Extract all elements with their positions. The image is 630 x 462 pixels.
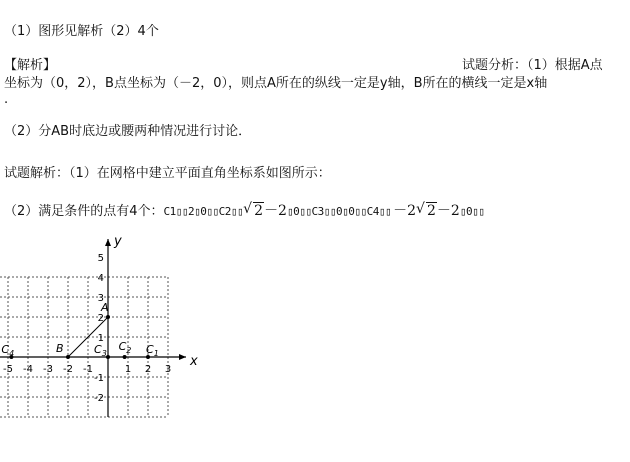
point-b: [66, 355, 70, 359]
point-label-c2: $C_2$: [118, 340, 132, 355]
point-label-a: A: [101, 301, 109, 314]
x-tick-label: 2: [144, 364, 152, 375]
garbled-text: ▯0▯▯: [459, 205, 485, 218]
point-label-c1: $C_1$: [146, 343, 159, 358]
point-label-c3: $C_3$: [94, 343, 107, 358]
point-c2: [123, 355, 127, 359]
y-tick-label: 2: [97, 313, 104, 324]
garbled-text: ▯0▯▯C3▯▯0▯0▯▯C4▯▯: [286, 205, 392, 218]
analysis-intro: 试题分析：（1）根据A点: [462, 58, 603, 73]
y-axis-label: y: [114, 234, 122, 249]
x-tick-label: -3: [43, 364, 53, 375]
y-tick-label: 4: [97, 273, 104, 284]
point-label-c4: $C_4$: [1, 343, 15, 358]
y-tick-label: -2: [94, 393, 104, 404]
y-tick-label: 5: [97, 253, 104, 264]
x-tick-label: -4: [23, 364, 33, 375]
point-label-subscript: 3: [101, 349, 107, 358]
math-minus-sign: －2: [393, 203, 416, 219]
y-tick-label: 3: [97, 293, 104, 304]
math-minus-2: －2: [436, 203, 460, 219]
y-tick-label: -1: [94, 373, 104, 384]
y-axis-arrow: [105, 239, 111, 246]
analysis-line-2: （2）分AB时底边或腰两种情况进行讨论．: [4, 124, 252, 139]
x-axis-label: x: [190, 354, 198, 369]
x-tick-label: 1: [124, 364, 132, 375]
garbled-text: C1▯▯2▯0▯▯C2▯▯: [163, 205, 244, 218]
analysis-line-3: 试题解析：（1）在网格中建立平面直角坐标系如图所示：: [4, 166, 331, 181]
analysis-header: 【解析】: [4, 58, 57, 73]
analysis-line-1: 坐标为（0，2），B点坐标为（－2，0），则点A所在的纵线一定是y轴，B所在的横线一定是x轴: [4, 76, 548, 91]
answer-line: （1）图形见解析（2）4个: [4, 24, 159, 39]
x-tick-label: -2: [63, 364, 73, 375]
point-label-subscript: 4: [9, 349, 15, 358]
y-tick-label: 1: [97, 333, 104, 344]
x-tick-label: -1: [83, 364, 93, 375]
x-tick-label: 3: [164, 364, 172, 375]
grid: [0, 277, 168, 417]
points-and-labels: [1, 301, 158, 359]
sqrt-argument: 2: [254, 203, 264, 219]
math-minus-2: －2: [264, 203, 287, 219]
point-a: [106, 315, 110, 319]
analysis-line-1-end: .: [4, 92, 9, 107]
x-tick-label: -5: [3, 364, 13, 375]
point-label-subscript: 2: [126, 346, 132, 355]
point-label-b: B: [56, 342, 64, 355]
x-axis-arrow: [179, 354, 186, 360]
line4-prefix: （2）满足条件的点有4个：: [4, 204, 164, 219]
point-label-subscript: 1: [153, 349, 159, 358]
sqrt-argument: 2: [427, 203, 436, 219]
